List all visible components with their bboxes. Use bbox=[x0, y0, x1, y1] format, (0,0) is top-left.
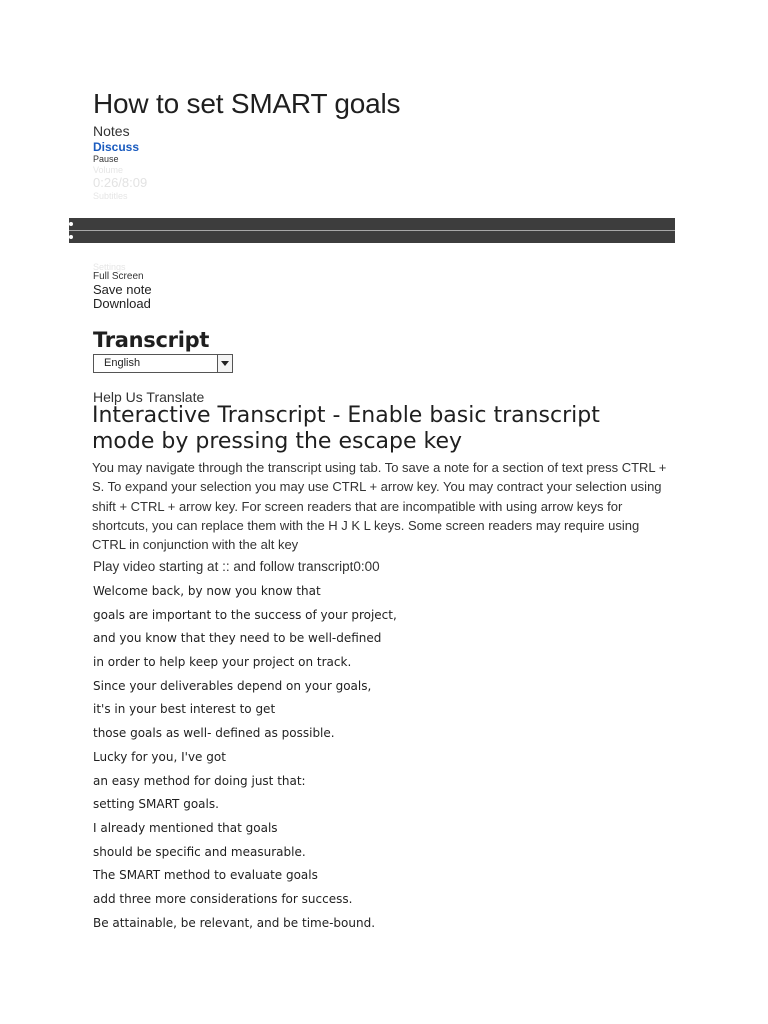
progress-track bbox=[69, 230, 675, 231]
transcript-line[interactable]: Lucky for you, I've got bbox=[93, 749, 226, 764]
time-readout: 0:26/8:09 bbox=[93, 175, 148, 190]
transcript-lines bbox=[93, 580, 397, 935]
transcript-line[interactable]: it's in your best interest to get bbox=[93, 702, 276, 717]
video-progress-bar[interactable] bbox=[69, 218, 675, 243]
transcript-line[interactable]: add three more considerations for success. bbox=[93, 891, 353, 906]
subtitles-button[interactable]: Subtitles bbox=[93, 191, 128, 201]
transcript-instructions: You may navigate through the transcript using tab. To save a note for a section of text press CTRL + S. To expand your selection you may use CTRL + arrow key. You may contract your selection using shift + CTRL + arrow key. For screen readers that are incompatible with using arrow keys for shortcuts, you can replace them with the H J K L keys. Some screen readers may require using CTRL in conjunction with the alt key bbox=[92, 460, 667, 553]
language-select-value: English bbox=[104, 357, 141, 369]
transcript-line[interactable]: an easy method for doing just that: bbox=[93, 773, 306, 788]
language-select[interactable] bbox=[93, 354, 233, 373]
transcript-line[interactable]: in order to help keep your project on track. bbox=[93, 655, 352, 670]
transcript-line[interactable]: those goals as well- defined as possible. bbox=[93, 726, 335, 741]
transcript-line[interactable]: should be specific and measurable. bbox=[93, 844, 306, 859]
volume-handle-dot[interactable] bbox=[69, 235, 73, 239]
transcript-line[interactable]: Since your deliverables depend on your goals, bbox=[93, 678, 372, 693]
transcript-line[interactable]: Welcome back, by now you know that bbox=[93, 584, 321, 598]
download-button[interactable]: Download bbox=[93, 296, 151, 311]
save-note-button[interactable]: Save note bbox=[93, 282, 152, 297]
play-from-start-link[interactable]: Play video starting at :: and follow transcript0:00 bbox=[93, 559, 380, 574]
transcript-line[interactable]: The SMART method to evaluate goals bbox=[93, 868, 318, 883]
transcript-line[interactable]: and you know that they need to be well-defined bbox=[93, 631, 382, 646]
transcript-line[interactable]: Be attainable, be relevant, and be time-bound. bbox=[93, 915, 376, 930]
select-arrow-button[interactable] bbox=[217, 355, 232, 372]
fullscreen-button[interactable]: Full Screen bbox=[93, 271, 144, 282]
discuss-link[interactable]: Discuss bbox=[93, 140, 140, 154]
pause-button[interactable]: Pause bbox=[93, 154, 119, 164]
notes-link[interactable]: Notes bbox=[93, 123, 130, 139]
page-title: How to set SMART goals bbox=[93, 88, 401, 119]
volume-button[interactable]: Volume bbox=[93, 165, 124, 175]
transcript-line[interactable]: I already mentioned that goals bbox=[93, 820, 278, 835]
settings-button[interactable]: Settings bbox=[93, 262, 126, 272]
help-translate-link[interactable]: Help Us Translate bbox=[93, 389, 205, 405]
triangle-down-icon bbox=[221, 361, 229, 366]
transcript-line[interactable]: goals are important to the success of your project, bbox=[93, 607, 397, 622]
transcript-line[interactable]: setting SMART goals. bbox=[93, 797, 219, 812]
transcript-heading: Transcript bbox=[93, 328, 210, 352]
progress-handle-dot[interactable] bbox=[69, 222, 73, 226]
interactive-transcript-heading: Interactive Transcript - Enable basic transcript mode by pressing the escape key bbox=[92, 403, 600, 454]
